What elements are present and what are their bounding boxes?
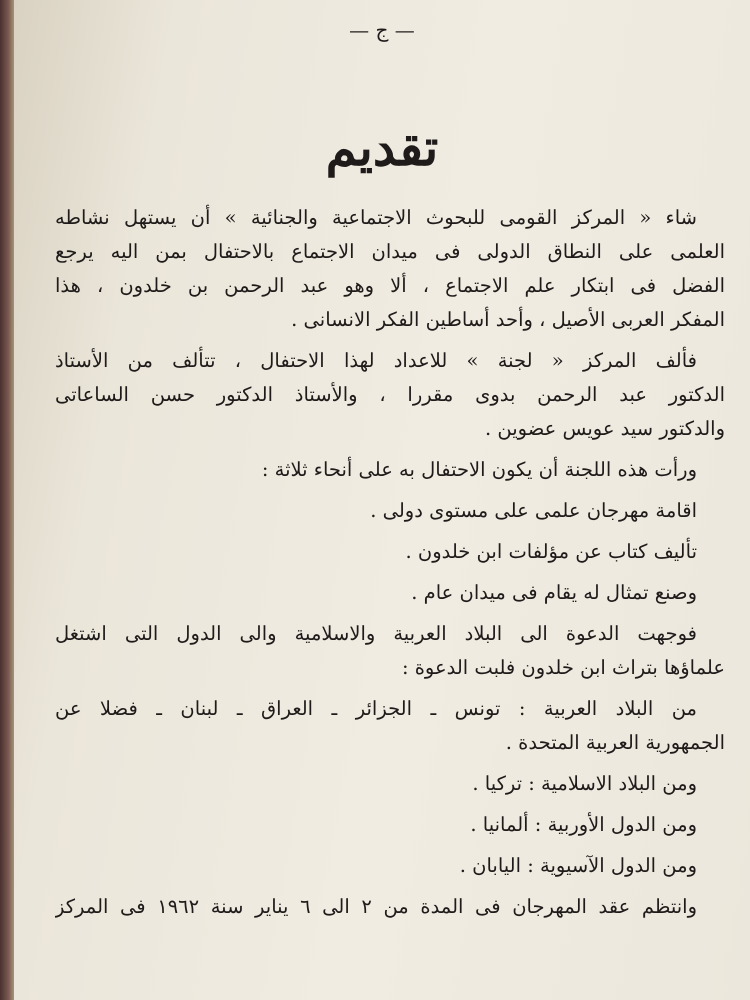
paragraph xyxy=(55,203,725,334)
paragraph xyxy=(55,346,725,443)
paragraph xyxy=(55,694,725,757)
text-line: اقامة مهرجان علمى على مستوى دولى . xyxy=(370,499,697,522)
body-text xyxy=(55,203,725,921)
text-line: فوجهت الدعوة الى البلاد العربية والاسلامية والى الدول التى اشتغل xyxy=(55,622,697,645)
paragraph xyxy=(55,496,725,525)
book-page xyxy=(14,0,750,1000)
paragraph xyxy=(55,537,725,566)
page-title: تقديم xyxy=(325,118,439,177)
text-line: ومن البلاد الاسلامية : تركيا . xyxy=(472,772,697,795)
paragraph xyxy=(55,810,725,839)
text-line: الفضل فى ابتكار علم الاجتماع ، ألا وهو عبد الرحمن بن خلدون ، هذا xyxy=(55,274,725,297)
paragraph xyxy=(55,769,725,798)
text-line: من البلاد العربية : تونس ـ الجزائر ـ العراق ـ لبنان ـ فضلا عن xyxy=(55,697,697,720)
text-line: المفكر العربى الأصيل ، وأحد أساطين الفكر الانسانى . xyxy=(291,308,725,331)
text-line: العلمى على النطاق الدولى فى ميدان الاجتماع بالاحتفال بمن اليه يرجع xyxy=(55,240,725,263)
text-line: وصنع تمثال له يقام فى ميدان عام . xyxy=(411,581,697,604)
paragraph xyxy=(55,892,725,921)
text-line: ومن الدول الآسيوية : اليابان . xyxy=(459,854,697,877)
text-line: شاء « المركز القومى للبحوث الاجتماعية والجنائية » أن يستهل نشاطه xyxy=(55,206,697,229)
text-line: ومن الدول الأوربية : ألمانيا . xyxy=(470,813,697,836)
text-line: تأليف كتاب عن مؤلفات ابن خلدون . xyxy=(405,540,697,563)
paragraph xyxy=(55,619,725,682)
paragraph xyxy=(55,851,725,880)
text-line: ورأت هذه اللجنة أن يكون الاحتفال به على أنحاء ثلاثة : xyxy=(261,458,697,481)
text-line: الجمهورية العربية المتحدة . xyxy=(505,731,725,754)
book-edge xyxy=(0,0,14,1000)
text-line: الدكتور عبد الرحمن بدوى مقررا ، والأستاذ الدكتور حسن الساعاتى xyxy=(55,383,725,406)
text-line: وانتظم عقد المهرجان فى المدة من ٢ الى ٦ يناير سنة ١٩٦٢ فى المركز xyxy=(55,895,697,918)
text-line: علماؤها بتراث ابن خلدون فلبت الدعوة : xyxy=(401,656,725,679)
paragraph xyxy=(55,455,725,484)
page-number: — ج — xyxy=(349,18,415,42)
paragraph xyxy=(55,578,725,607)
text-line: فألف المركز « لجنة » للاعداد لهذا الاحتفال ، تتألف من الأستاذ xyxy=(55,349,697,372)
text-line: والدكتور سيد عويس عضوين . xyxy=(484,417,725,440)
